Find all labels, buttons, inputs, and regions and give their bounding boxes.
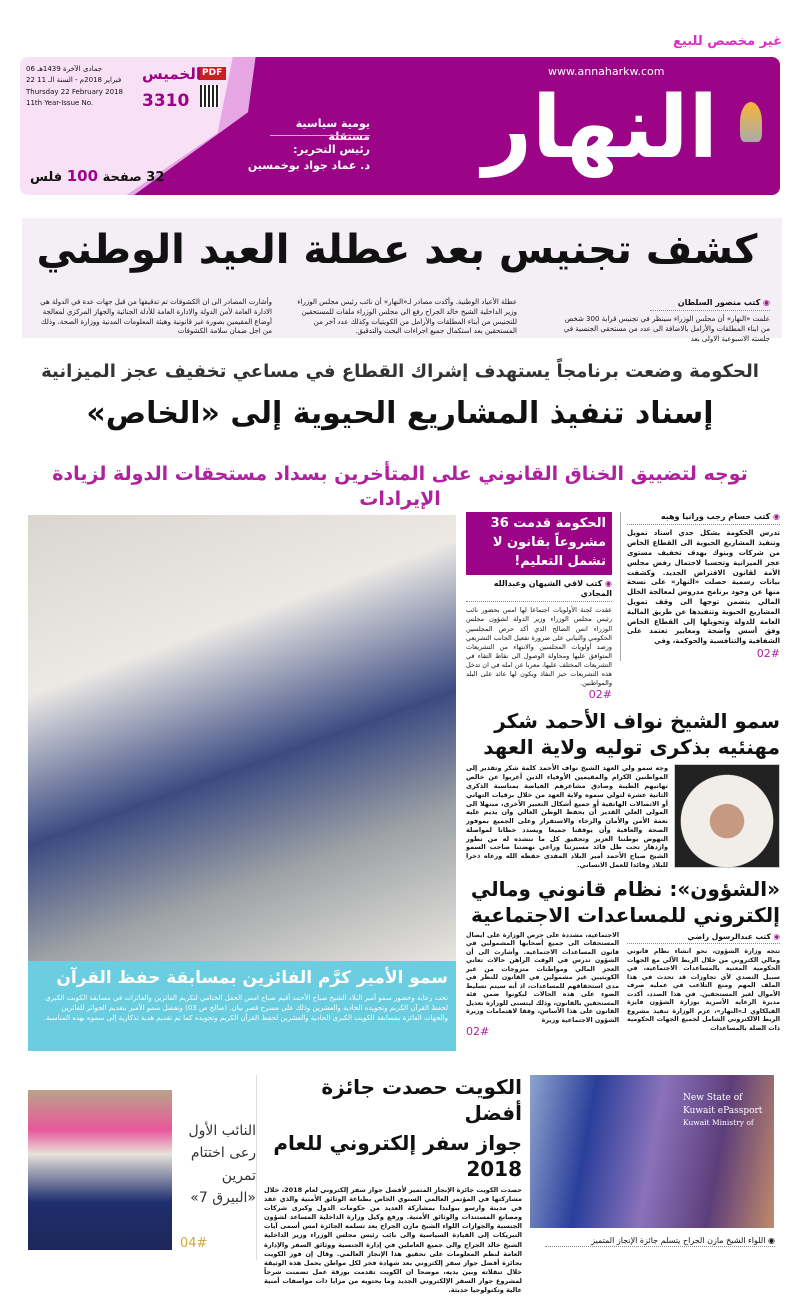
byline: ◉ كتب لافي الشيهان وعبدالله المجادي [466,579,612,603]
price-line [30,167,164,186]
side-headline[interactable]: النائب الأول رعى اختتام تمرين «البيرق 7» [188,1123,256,1207]
main-headline[interactable]: إسناد تنفيذ المشاريع الحيوية إلى «الخاص» [86,396,714,431]
passport-headline-2[interactable]: جواز سفر إلكتروني للعام 2018 [273,1131,522,1181]
nawaf-headline-2[interactable]: مهنئيه بذكرى توليه ولاية العهد [483,735,780,760]
english-date: Thursday 22 February 2018 [26,88,123,96]
main-story [620,512,780,661]
shuoon-headline-2[interactable]: إلكتروني للمساعدات الاجتماعية [470,902,780,927]
not-for-sale-note: غير مخصص للبيع [673,34,782,49]
slide-line: Kuwait Ministry of [683,1118,754,1128]
binoculars-photo [28,1090,172,1250]
currency: فلس [30,170,63,185]
year-issue-label: 11th Year-Issue No. [26,99,94,107]
lead-headline[interactable]: كشف تجنيس بعد عطلة العيد الوطني [36,227,758,273]
shuoon-columns [466,932,780,1040]
lead-col-3: وأشارت المصادر الى ان الكشوفات تم تدقيقها من قبل جهات عدة في الدولة هي الادارة العامة لأمن الدولة والادارة العامة للأدلة الجنائية والجهاز المركزي لمعالجة أوضاع المقيمين بصورة غير قانونية وهيئة المعلومات المدنية ووزارة الصحة، وذلك من اجل ضمان سلامة الكشوفات [40,298,272,336]
right-column [466,512,780,1039]
nawaf-body-row [466,764,780,869]
slide-line: Kuwait ePassport [683,1106,763,1117]
shuoon-col-2 [466,932,619,1040]
gregorian-date: 22 فبراير 2018م - السنة الـ 11 [26,76,122,84]
quran-story [28,961,456,1051]
shuoon-story [466,876,780,1040]
price: 100 [66,167,99,185]
pdf-icon[interactable]: PDF [198,67,226,80]
editor-label: رئيس التحرير: [293,143,370,156]
qr-code-icon [200,85,220,107]
passport-text: حصدت الكويت جائزة الإنجاز المتميز لأفضل جواز سفر إلكتروني لعام 2018، خلال مشاركتها في المؤتمر العالمي السنوي الخاص بطباعة الوثائق الأمنية والذي عقد في مدينة وارسو ببولندا بمشاركة العديد من حكومات الدول وكبرى شركات ومصانع المستندات والوثائق الأمنية. ورفع وكيل وزارة الداخلية المساعد لشؤون الجنسية والجوازات اللواء الشيخ مازن الجراح بعد تسلمه الجائزة امس أسمى آيات التبريكات إلى القيادة السياسية والى نائب رئيس مجلس الوزراء وزير الداخلية الشيخ خالد الجراح والى جميع العاملين في إدارة الجنسية ووثائق السفر والإدارة العامة لنظم المعلومات على تحقيق هذا الإنجاز العالمي. وقال إن فوز الكويت بجائزة أفضل جواز سفر إلكتروني يعد شهادة فخر لكل مواطن يحمل هذه الوثيقة خلال تنقلاته وبين يديه، موضحا ان الكويت تقدمت بورقة عمل تضمنت شرحاً لمشروع جواز السفر الإلكتروني الجديد وما يحتويه من مزايا ذات مواصفات أمنية عالية وتكنولوجيا حديثة. [264,1186,522,1295]
nawaf-headline-1[interactable]: سمو الشيخ نواف الأحمد شكر [494,709,780,734]
nawaf-story [466,708,780,869]
box-headline[interactable]: الحكومة قدمت 36 مشروعاً بقانون لا تشمل التعليم! [466,512,612,575]
quran-headline[interactable]: سمو الأمير كرَّم الفائزين بمسابقة حفظ القرآن [56,968,448,988]
lead-text: علمت «النهار» أن مجلس الوزراء سينظر في تجنيس قرابة 300 شخص من ابناء المطلقات والأرامل بالاضافة الى عدد من مستحقي الجنسية في جلسته الاسبوعية الاولى بعد [563,315,770,343]
shuoon-headline-1[interactable]: «الشؤون»: نظام قانوني ومالي [470,876,780,901]
photo-caption: ◉ اللواء الشيخ مازن الجراح يتسلم جائزة الإنجاز المتميز [545,1236,775,1247]
lead-col-2: عطلة الأعياد الوطنية. وأكدت مصادر لـ«النهار» أن نائب رئيس مجلس الوزراء وزير الداخلية الشيخ خالد الجراح رفع الى مجلس الوزراء ملفات للمستحقين للتجنيس من أبناء المطلقات والأرامل من الكويتيات وكذلك عدد آخر من المستحقين بعد استكمال جميع اجراءات البحث والتدقيق. [297,298,517,336]
issue-number: 3310 [142,91,190,111]
passport-story [264,1074,522,1295]
byline: ◉ كتب حسام رجب ورانيا وهبه [627,512,780,525]
box-story-text: عقدت لجنة الأولويات اجتماعا لها امس بحضور نائب رئيس مجلس الوزراء وزير الدولة لشؤون مجلس الوزراء انس الصالح الذي أكد حرص المجلسين الحكومي والنيابي على ضرورة تفعيل الجانب التشريعي ورصد أولويات المجلسين والانتهاء من التشريعات المتوافق عليها ومحاولة الوصول الى نقاط التقاء في التشريعات المختلف عليها، معربا عن امله في ان تدخل هذه التشريعات حيز النفاذ ويكون لها عائد على البلد والمواطنين. [466,606,612,688]
hijri-date: 06 جمادى الآخرة 1439هـ [26,65,103,73]
photo-slide-text [683,1092,771,1129]
main-story-text: تدرس الحكومة بشكل جدي اسناد تمويل وتنفيذ المشاريع الحيوية الى القطاع الخاص من شركات وبنوك بهدف تخفيف مستوى عجز الميزانية وتحسبا لاحتمال رفض مجلس الأمة لقانون الاقتراض الجديد. وكشفت بيانات رسمية حصلت «النهار» على نسخة منها عن وجود برنامج مدروس لمعالجة الخلل المالي يتضمن توجها الى وقف تمويل المشاريع الحيوية وتنفيذها عن طريق المالية العامة للدولة وتحويلها إلى القطاع الخاص وفق أسس واضحة ومعايير تعتمد على الشفافية والتنافسية والحوكمة، وفي [627,529,780,646]
quran-text: تحت رعاية وحضور سمو أمير البلاد الشيخ صباح الأحمد أقيم صباح امس الحفل الختامي لتكريم الفائزين والفائزات في مسابقة الكويت الكبرى لحفظ القرآن الكريم وتجويده الحادية والعشرين وذلك على مسرح قصر بيان. (صالح ص 03) وتفضل سمو الأمير بتقديم الجوائز للفائزين والجهات الفائزة بمسابقة الكويت الكبرى الحادية والعشرين لحفظ القرآن الكريم وتجويده كما تم تقديم هدية تذكارية إلى سموه بهذه المناسبة. [43,994,448,1023]
kicker: الحكومة وضعت برنامجاً يستهدف إشراك القطاع في مساعي تخفيف عجز الميزانية [41,361,759,382]
tagline: يومية سياسية مستقلة [295,117,370,144]
newspaper-logo: النهار [482,78,718,178]
weekday: الخميس [142,65,201,83]
page-ref[interactable]: 02# [588,688,612,702]
lead-story [22,218,782,343]
byline: ◉ كتب عبدالرسول راضي [627,932,780,945]
top-stories-row [466,512,780,702]
divider [270,135,370,136]
caption-text: اللواء الشيخ مازن الجراح يتسلم جائزة الإنجاز المتميز [591,1236,766,1245]
subheadline: توجه لتضييق الخناق القانوني على المتأخرين بسداد مستحقات الدولة لزيادة الإيرادات [52,463,748,510]
editor-name: د. عماد جواد بوخمسين [247,159,370,172]
passport-headline-1[interactable]: الكويت حصدت جائزة أفضل [321,1075,522,1125]
pages: 32 صفحة [102,170,165,185]
shuoon-col-1 [627,932,780,1040]
nawaf-text: وجه سمو ولي العهد الشيخ نواف الأحمد كلمة شكر وتقدير إلى المواطنين الكرام والمقيمين الأوفياء الذين أعربوا عن خالص تهانيهم الطيبة وصادق مشاعرهم الفياضة بمناسبة الذكرى الثانية عشرة لتولي سموه ولاية العهد من خلال برقيات التهاني أو الاتصالات الهاتفية أو جميع أشكال التعبير الأخرى، مبتهلا الى المولى العلي القدير أن يحفظ الوطن الغالي وان يديم عليه نعمة الأمن والأمان والرخاء والاستقرار وعلى الجميع بموفور الصحة والعافية وأن يوفقنا جميعا ويسدد خطانا لمواصلة النهوض بوطننا العزيز وتحقيق كل ما ننشده له من تطور وازدهار تحت ظل قائد مسيرتنا وراعي نهضتنا صاحب السمو الشيخ صباح الأحمد أمير البلاد المفدى حفظه الله ورعاه ذخرا للبلاد وقائدا للعمل الانساني. [466,764,668,869]
page-ref[interactable]: 02# [756,646,780,660]
byline: ◉ كتب منصور السلطان [650,298,770,311]
website-link[interactable]: www.annaharkw.com [548,65,665,78]
crown-prince-photo [674,764,780,868]
shuoon-text-2: الاجتماعية، مشددة على حرص الوزارة على ايصال المستحقات الى جميع أصحابها المشمولين في قانون المساعدات الاجتماعية. وأشارت الى أن الشؤون تدرس في الوقت الراهن حالات تعاني العجز المالي ومواطنات متزوجات من غير الكويتيين غير مشمولين في القانون للنظر في مدى استحقاقهم للمساعدات، اذ أنه سيتم تسليط الضوء على هذه الحالات ليكونوا ضمن فئة المستحقين بالقانون، وذلك ليتسنى للوزارة تعديل القانون على هذا الأساس، وفقا لاهتمامات وزيرة الشؤون الاجتماعية وزيرة [466,931,619,1024]
page-ref[interactable]: 04# [180,1236,208,1251]
lead-col-1 [555,298,770,345]
sun-logo-icon [740,102,762,142]
page-ref[interactable]: 02# [466,1025,490,1039]
masthead [20,57,780,195]
slide-line: New State of [683,1093,743,1103]
box-story [466,512,612,702]
amir-celebration-photo [28,515,456,961]
shuoon-text-1: تتجه وزارة الشؤون، نحو انشاء نظام قانوني ومالي الكتروني من خلال الربط الآلي مع الجهات الحكومية المعنية بالمساعدات الاجتماعية، في سبيل التصدي لأي تجاوزات قد تحدث في هذا الملف المهم ومنع التلاعب في عملية صرف الأموال لغير المستحقين. في هذا الصدد، أكدت مديرة الرعاية الأسرية بوزارة الشؤون فايزة الفيلكاوي لـ«النهار»، عزم الوزارة تنفيذ مشروع الربط الالكتروني الشامل لجميع الجهات الحكومية ذات الصلة بالمساعدات [627,948,780,1032]
